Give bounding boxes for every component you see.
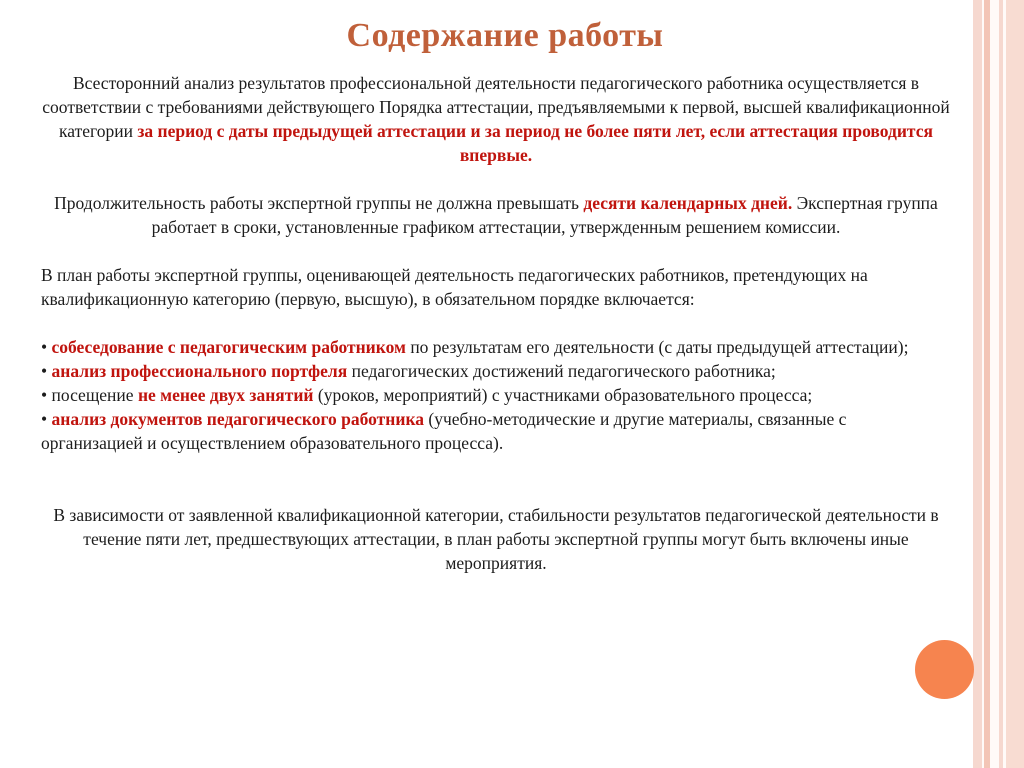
- decorative-stripe: [1006, 0, 1024, 768]
- list-item: [41, 335, 951, 359]
- list-item-text: по результатам его деятельности (с даты предыдущей аттестации);: [405, 337, 909, 357]
- paragraph-text: Продолжительность работы экспертной группы не должна превышать: [54, 193, 584, 213]
- list-item-highlight: не менее двух занятий: [137, 385, 314, 405]
- decorative-circle: [915, 640, 974, 699]
- bullet-marker: •: [41, 337, 52, 357]
- list-item: [41, 383, 951, 407]
- list-item-text: (уроков, мероприятий) с участниками образовательного процесса;: [313, 385, 813, 405]
- list-item-highlight: собеседование с педагогическим работником: [51, 337, 406, 357]
- slide-title: Содержание работы: [346, 17, 664, 54]
- list-item-highlight: анализ документов педагогического работника: [51, 409, 425, 429]
- list-item-highlight: анализ профессионального портфеля: [51, 361, 348, 381]
- decorative-stripe: [990, 0, 999, 768]
- bullet-marker: •: [41, 385, 52, 405]
- paragraph-analysis: [41, 71, 951, 167]
- bullet-list: [41, 335, 951, 455]
- paragraph-highlight: десяти календарных дней.: [583, 193, 793, 213]
- paragraph-additional: В зависимости от заявленной квалификационной категории, стабильности результатов педагогической деятельности в течение пяти лет, предшествующих аттестации, в план работы экспертной группы могут быть включены иные мероприятия.: [53, 505, 939, 573]
- paragraph-highlight: за период с даты предыдущей аттестации и за период не более пяти лет, если аттестация проводится впервые.: [137, 121, 933, 165]
- bullet-marker: •: [41, 409, 52, 429]
- list-item-text: педагогических достижений педагогического работника;: [347, 361, 776, 381]
- paragraph-text: Экспертная группа работает в сроки, установленные графиком аттестации, утвержденным решением комиссии.: [151, 193, 938, 237]
- paragraph-duration: [41, 191, 951, 239]
- bullet-marker: •: [41, 361, 52, 381]
- decorative-stripe: [973, 0, 982, 768]
- list-item-text: посещение: [51, 385, 138, 405]
- list-item-text: (учебно-методические и другие материалы, связанные с организацией и осуществлением образовательного процесса).: [41, 409, 847, 453]
- list-item: [41, 359, 951, 383]
- slide-content: [41, 71, 951, 575]
- list-item: [41, 407, 951, 455]
- paragraph-plan: В план работы экспертной группы, оценивающей деятельность педагогических работников, претендующих на квалификационную категорию (первую, высшую), в обязательном порядке включается:: [41, 265, 868, 309]
- paragraph-text: Всесторонний анализ результатов профессиональной деятельности педагогического работника осуществляется в соответствии с требованиями действующего Порядка аттестации, предъявляемыми к первой, высшей квалификационной категории: [42, 73, 950, 141]
